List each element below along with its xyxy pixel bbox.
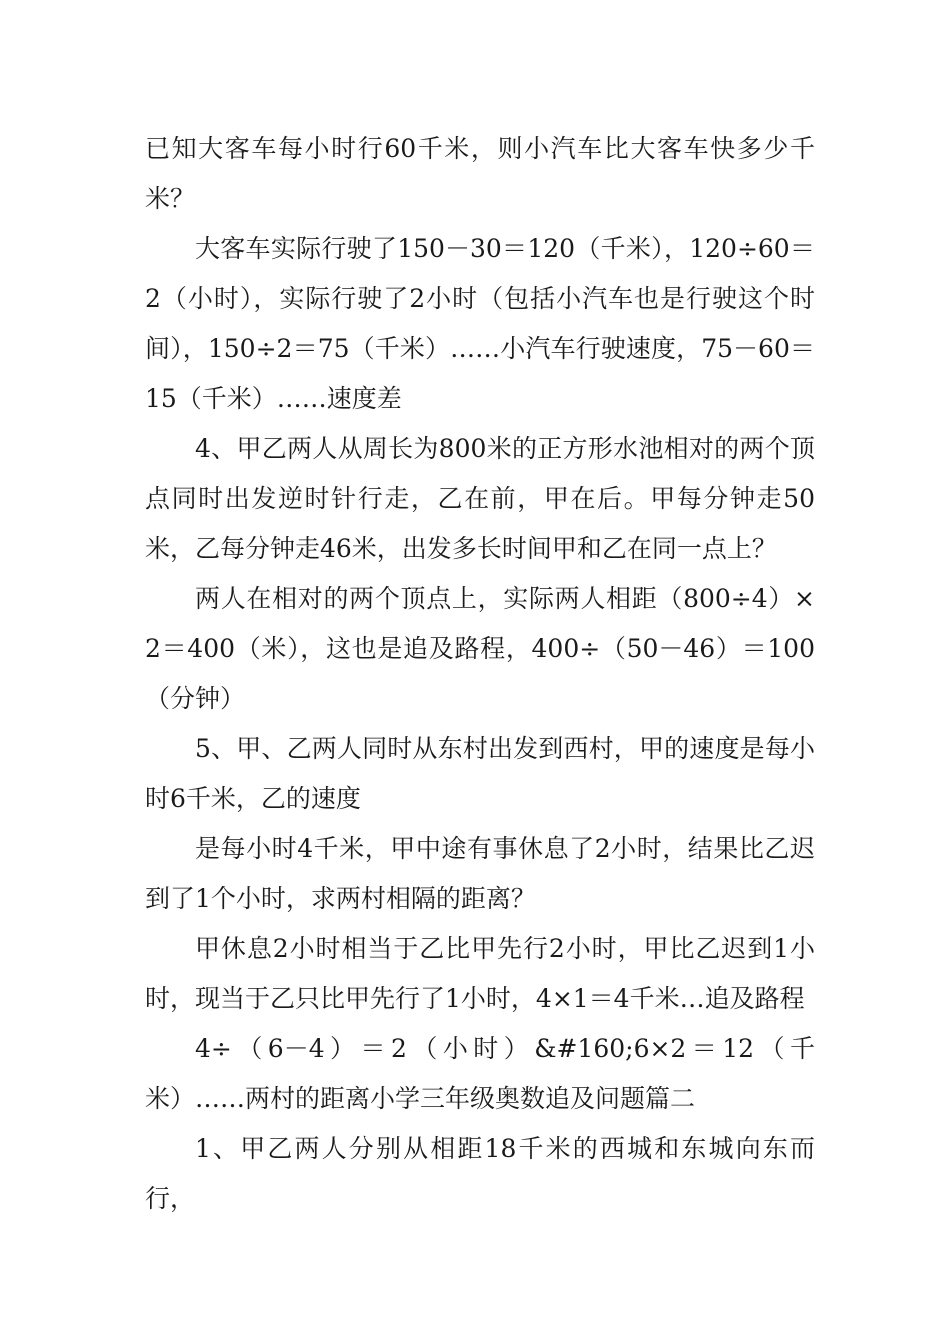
paragraph-question-5-part-1: 5、甲、乙两人同时从东村出发到西村，甲的速度是每小时6千米，乙的速度 bbox=[145, 734, 815, 813]
paragraph-question-4: 4、甲乙两人从周长为800米的正方形水池相对的两个顶点同时出发逆时针行走，乙在前，甲在后。甲每分钟走50米，乙每分钟走46米，出发多长时间甲和乙在同一点上？ bbox=[145, 434, 815, 563]
paragraph-answer-3: 大客车实际行驶了150－30＝120（千米），120÷60＝2（小时），实际行驶了2小时（包括小汽车也是行驶这个时间），150÷2＝75（千米）……小汽车行驶速度，75－60＝15（千米）……速度差 bbox=[145, 234, 815, 413]
paragraph-question-continuation: 已知大客车每小时行60千米，则小汽车比大客车快多少千米？ bbox=[145, 134, 815, 213]
paragraph-section-2-question-1: 1、甲乙两人分别从相距18千米的西城和东城向东而行， bbox=[145, 1134, 815, 1213]
paragraph-answer-5-part-1: 甲休息2小时相当于乙比甲先行2小时，甲比乙迟到1小时，现当于乙只比甲先行了1小时，4×1＝4千米…追及路程 bbox=[145, 934, 815, 1013]
paragraph-question-5-part-2: 是每小时4千米，甲中途有事休息了2小时，结果比乙迟到了1个小时，求两村相隔的距离？ bbox=[145, 834, 815, 913]
paragraph-answer-4: 两人在相对的两个顶点上，实际两人相距（800÷4）×2＝400（米），这也是追及路程，400÷（50－46）＝100（分钟） bbox=[145, 584, 815, 713]
paragraph-answer-5-part-2: 4÷（6－4）＝2（小时）&#160;6×2＝12（千米）……两村的距离小学三年级奥数追及问题篇二 bbox=[145, 1034, 815, 1113]
document-body bbox=[145, 124, 815, 1224]
